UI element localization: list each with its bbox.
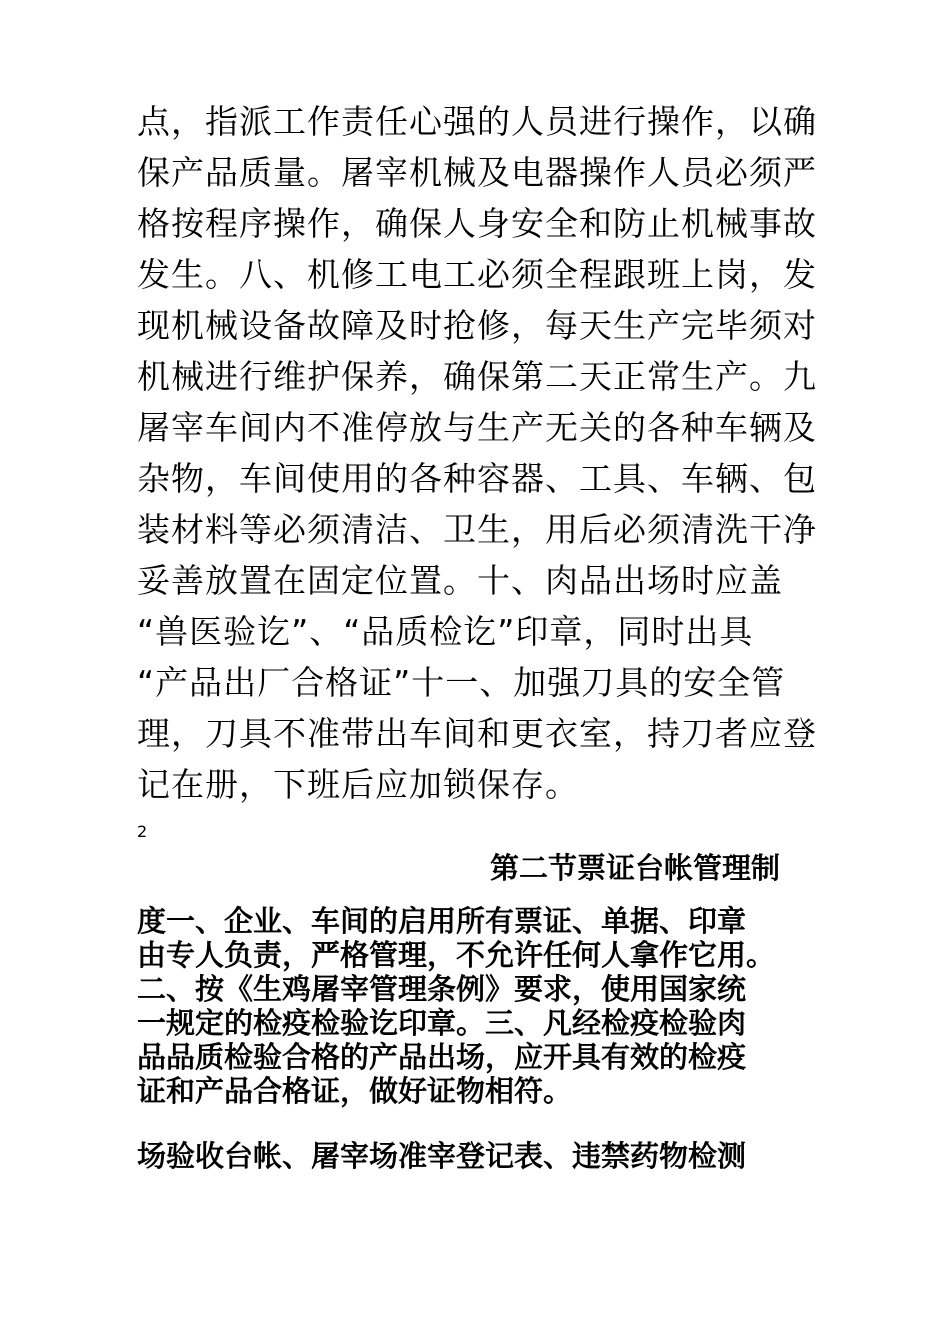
bold-line: 证和产品合格证，做好证物相符。 (137, 1074, 573, 1108)
body-line: 装材料等必须清洁、卫生，用后必须清洗干净 (137, 510, 817, 549)
body-line: “产品出厂合格证”十一、加强刀具的安全管 (137, 663, 786, 702)
body-line: 保产品质量。屠宰机械及电器操作人员必须严 (137, 153, 817, 192)
bold-line: 度一、企业、车间的启用所有票证、单据、印章 (137, 904, 747, 938)
bold-line: 由专人负责，严格管理，不允许任何人拿作它用。 (137, 938, 776, 972)
bold-trailing-line: 场验收台帐、屠宰场准宰登记表、违禁药物检测 (137, 1139, 747, 1173)
page-number: 2 (137, 822, 148, 841)
body-line: 发生。八、机修工电工必须全程跟班上岗，发 (137, 255, 817, 294)
body-line: “兽医验讫”、“品质检讫”印章，同时出具 (137, 612, 754, 651)
bold-paragraph (137, 904, 837, 1108)
body-line: 机械进行维护保养，确保第二天正常生产。九 (137, 357, 817, 396)
body-line: 记在册，下班后应加锁保存。 (137, 765, 579, 804)
body-line: 妥善放置在固定位置。十、肉品出场时应盖 (137, 561, 783, 600)
bold-line: 二、按《生鸡屠宰管理条例》要求，使用国家统 (137, 972, 747, 1006)
body-line: 现机械设备故障及时抢修，每天生产完毕须对 (137, 306, 817, 345)
body-line: 屠宰车间内不准停放与生产无关的各种车辆及 (137, 408, 817, 447)
body-line: 杂物，车间使用的各种容器、工具、车辆、包 (137, 459, 817, 498)
body-line: 点，指派工作责任心强的人员进行操作，以确 (137, 102, 817, 141)
body-line: 理，刀具不准带出车间和更衣室，持刀者应登 (137, 714, 817, 753)
body-line: 格按程序操作，确保人身安全和防止机械事故 (137, 204, 817, 243)
bold-line: 一规定的检疫检验讫印章。三、凡经检疫检验肉 (137, 1006, 747, 1040)
section-title: 第二节票证台帐管理制 (490, 851, 781, 885)
body-paragraph (137, 96, 837, 810)
bold-line: 品品质检验合格的产品出场，应开具有效的检疫 (137, 1040, 747, 1074)
